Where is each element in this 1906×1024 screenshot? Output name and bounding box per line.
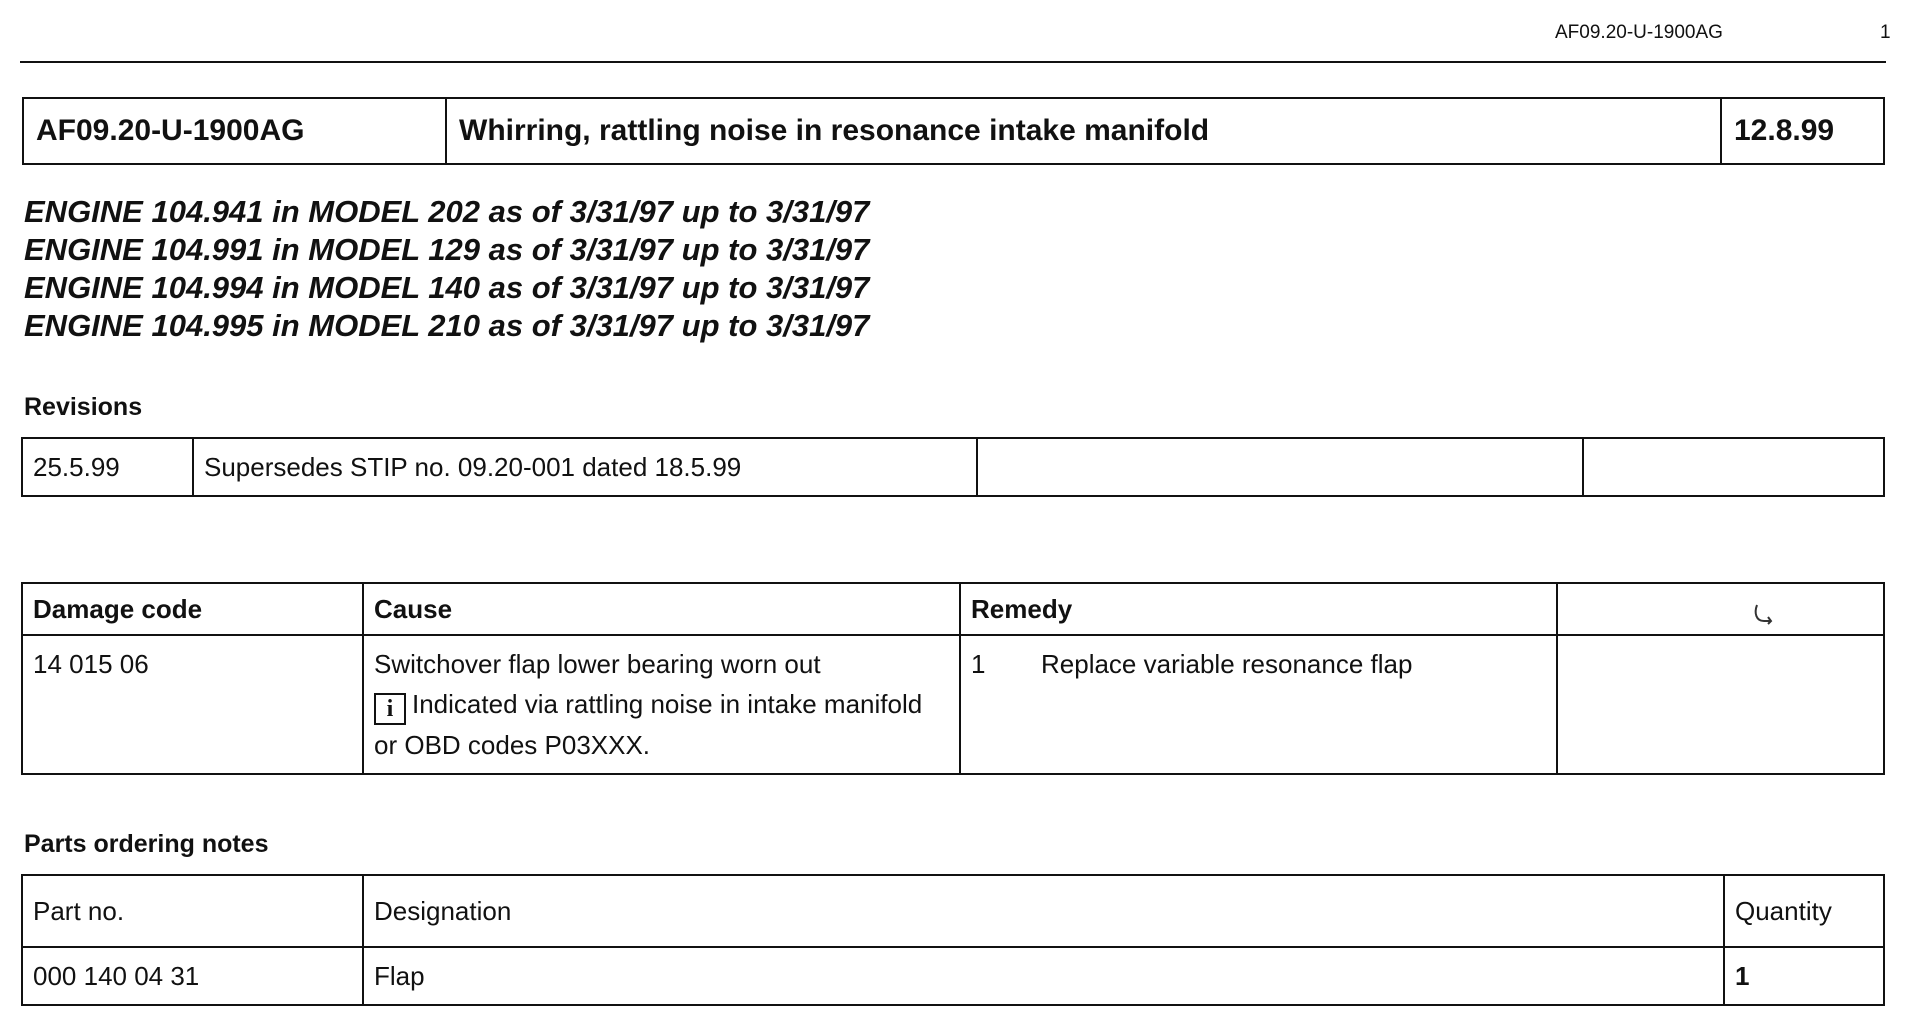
title-date: 12.8.99 (1721, 98, 1884, 164)
revisions-table (21, 437, 1885, 497)
remedy-cell (960, 635, 1557, 774)
parts-label: Parts ordering notes (24, 830, 269, 858)
designation: Flap (363, 947, 1724, 1005)
revision-col4 (1583, 438, 1884, 496)
revision-text: Supersedes STIP no. 09.20-001 dated 18.5.99 (193, 438, 977, 496)
table-header-row (22, 875, 1884, 947)
applicability-list (24, 193, 869, 345)
revision-date: 25.5.99 (22, 438, 193, 496)
table-row (22, 438, 1884, 496)
remedy-text: Replace variable resonance flap (1041, 649, 1413, 679)
cause-note (374, 684, 949, 765)
cause-note-text: Indicated via rattling noise in intake manifold or OBD codes P03XXX. (374, 689, 923, 760)
header-damage-code: Damage code (22, 583, 363, 635)
title-code: AF09.20-U-1900AG (23, 98, 446, 164)
header-cause: Cause (363, 583, 960, 635)
blank-cell (1557, 635, 1884, 774)
header-document-ref: AF09.20-U-1900AG (1555, 22, 1723, 43)
cause-cell (363, 635, 960, 774)
applicability-line: ENGINE 104.941 in MODEL 202 as of 3/31/97 up to 3/31/97 (24, 194, 870, 229)
table-row (22, 635, 1884, 774)
damage-code: 14 015 06 (22, 635, 363, 774)
applicability-line: ENGINE 104.991 in MODEL 129 as of 3/31/97 up to 3/31/97 (24, 232, 870, 267)
header-remedy: Remedy (960, 583, 1557, 635)
header-page-number: 1 (1880, 22, 1891, 43)
title-text: Whirring, rattling noise in resonance intake manifold (446, 98, 1721, 164)
header-quantity: Quantity (1724, 875, 1884, 947)
revisions-label: Revisions (24, 393, 143, 421)
applicability-line: ENGINE 104.995 in MODEL 210 as of 3/31/97 up to 3/31/97 (24, 308, 870, 343)
header-blank (1557, 583, 1884, 635)
header-divider (20, 61, 1886, 63)
title-block (22, 97, 1885, 165)
quantity: 1 (1724, 947, 1884, 1005)
table-row (22, 947, 1884, 1005)
revision-col3 (977, 438, 1583, 496)
header-part-no: Part no. (22, 875, 363, 947)
parts-table (21, 874, 1885, 1006)
info-icon: i (374, 693, 406, 725)
cause-text: Switchover flap lower bearing worn out (374, 649, 821, 679)
header-designation: Designation (363, 875, 1724, 947)
table-header-row (22, 583, 1884, 635)
part-no: 000 140 04 31 (22, 947, 363, 1005)
remedy-number: 1 (971, 649, 986, 679)
applicability-line: ENGINE 104.994 in MODEL 140 as of 3/31/97 up to 3/31/97 (24, 270, 870, 305)
hook-mark-icon (1752, 603, 1776, 627)
damage-table (21, 582, 1885, 775)
